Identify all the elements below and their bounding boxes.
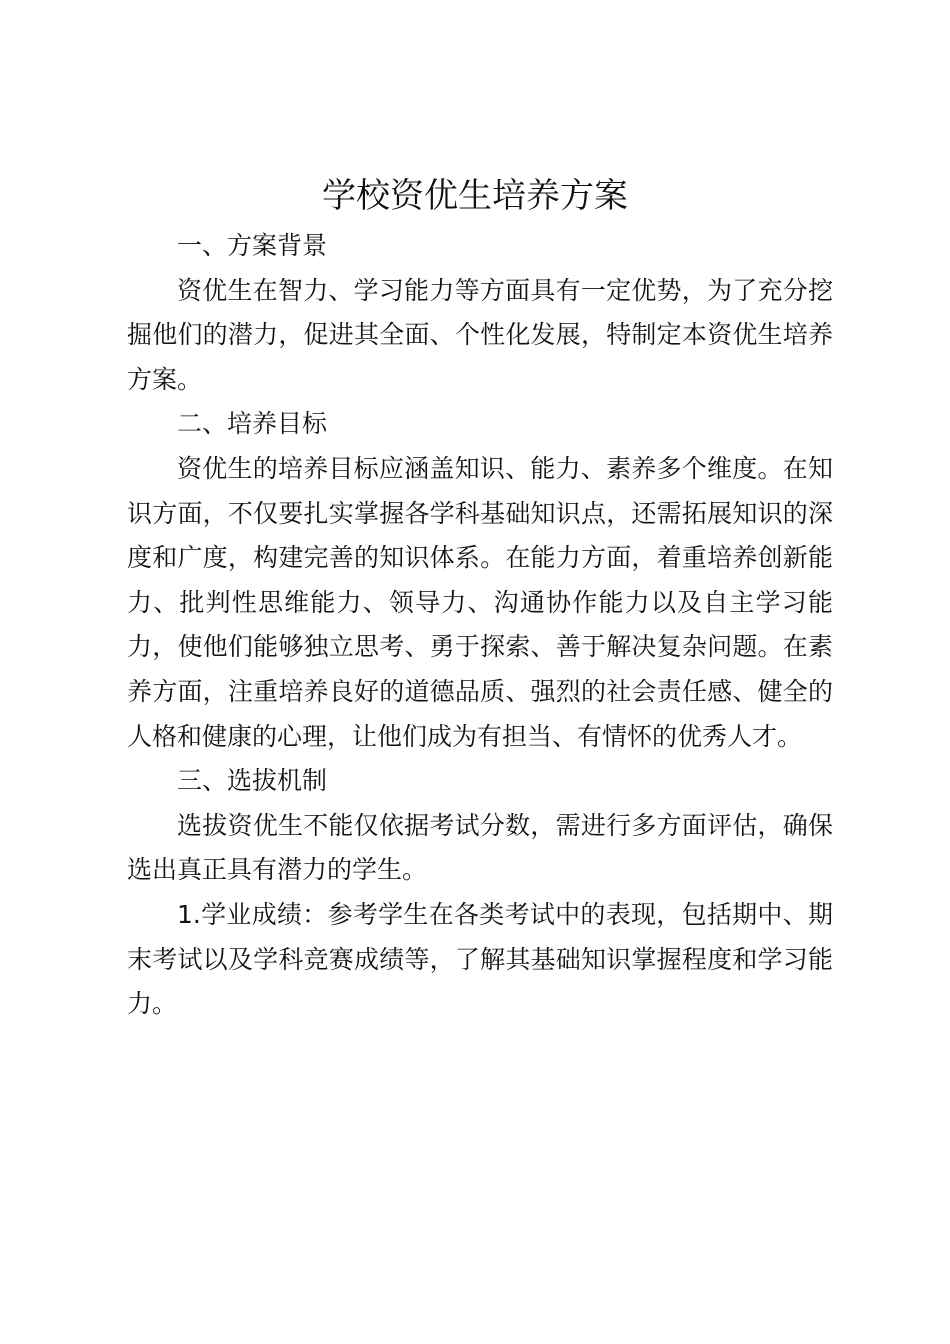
document-title: 学校资优生培养方案 [322, 176, 628, 216]
paragraph-academic-results: 1.学业成绩：参考学生在各类考试中的表现，包括期中、期末考试以及学科竞赛成绩等，了解其基础知识掌握程度和学习能力。 [127, 899, 833, 1019]
paragraph-background: 资优生在智力、学习能力等方面具有一定优势，为了充分挖掘他们的潜力，促进其全面、个性化发展，特制定本资优生培养方案。 [127, 275, 833, 394]
section-heading-selection: 三、选拔机制 [177, 766, 328, 796]
section-heading-background: 一、方案背景 [177, 231, 328, 260]
section-heading-goals: 二、培养目标 [177, 409, 328, 439]
document-body [127, 224, 833, 1027]
paragraph-goals: 资优生的培养目标应涵盖知识、能力、素养多个维度。在知识方面，不仅要扎实掌握各学科基础知识点，还需拓展知识的深度和广度，构建完善的知识体系。在能力方面，着重培养创新能力、批判性思维能力、领导力、沟通协作能力以及自主学习能力，使他们能够独立思考、勇于探索、善于解决复杂问题。在素养方面，注重培养良好的道德品质、强烈的社会责任感、健全的人格和健康的心理，让他们成为有担当、有情怀的优秀人才。 [127, 453, 833, 751]
paragraph-selection: 选拔资优生不能仅依据考试分数，需进行多方面评估，确保选出真正具有潜力的学生。 [127, 810, 833, 885]
